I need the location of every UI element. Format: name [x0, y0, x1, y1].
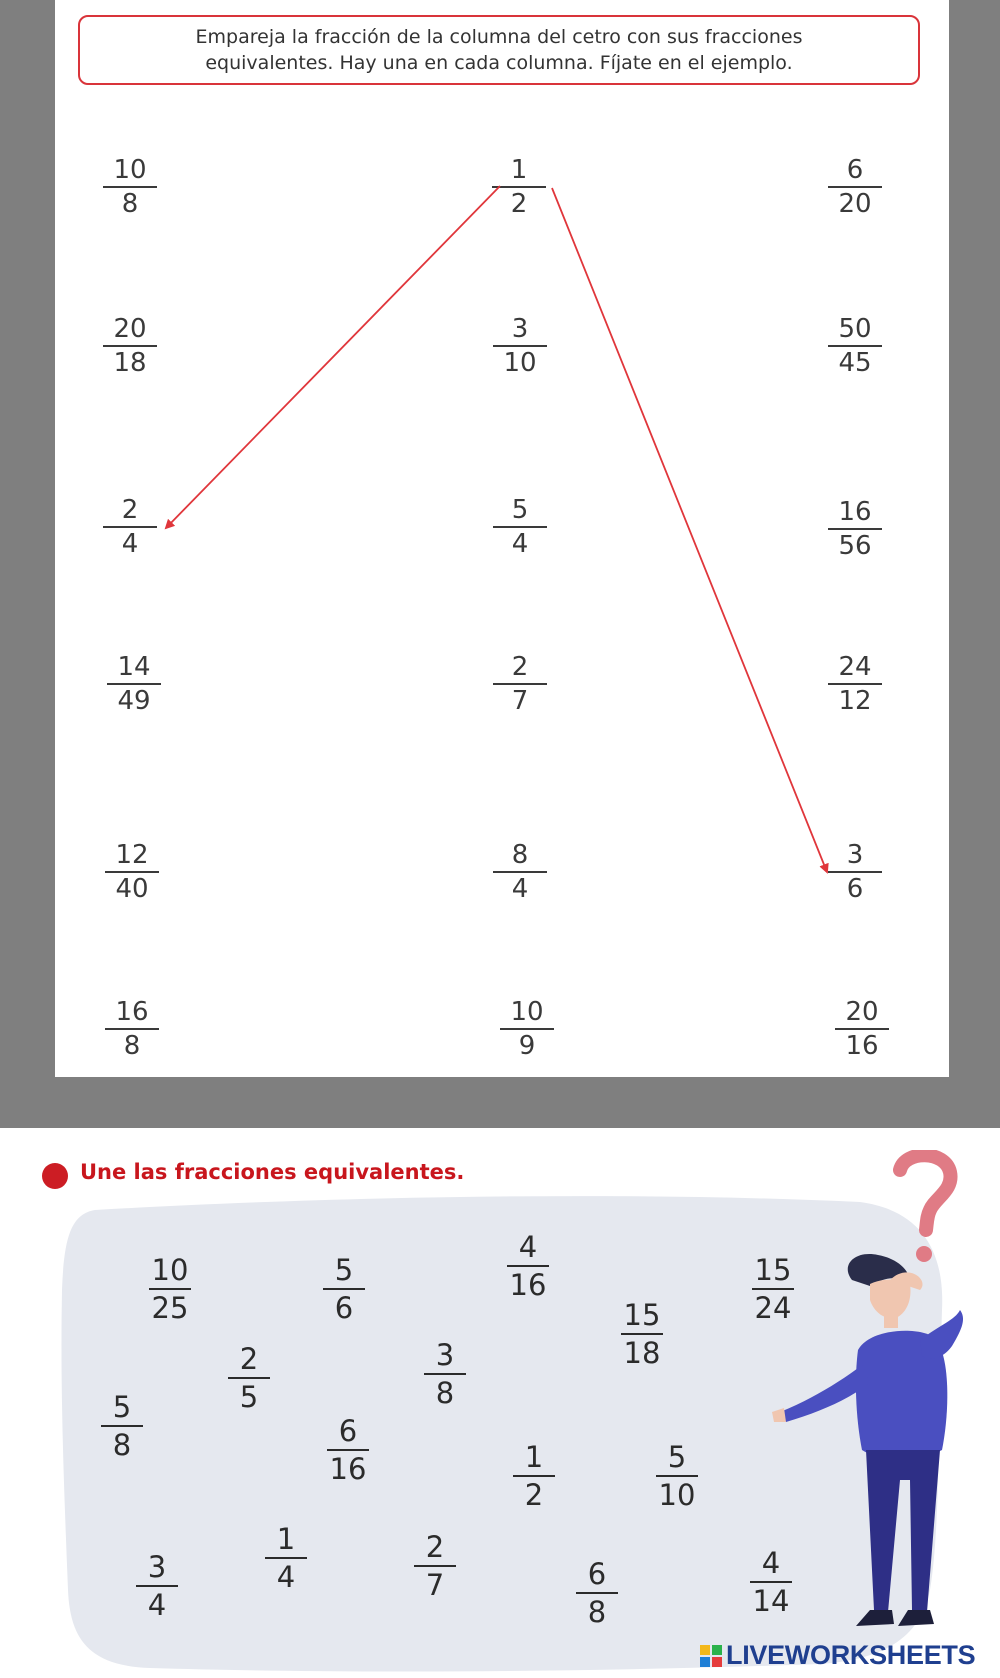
denominator: 4: [511, 529, 529, 559]
denominator: 5: [239, 1380, 259, 1414]
denominator: 14: [752, 1584, 790, 1618]
center-fraction-3[interactable]: [493, 495, 547, 559]
denominator: 4: [147, 1588, 167, 1622]
right-fraction-6[interactable]: [835, 997, 889, 1061]
denominator: 24: [754, 1291, 792, 1325]
exercise-fraction-13[interactable]: [414, 1530, 456, 1602]
denominator: 4: [121, 529, 139, 559]
denominator: 18: [623, 1336, 661, 1370]
numerator: 12: [115, 840, 149, 870]
exercise-fraction-8[interactable]: [101, 1390, 143, 1462]
denominator: 4: [276, 1560, 296, 1594]
denominator: 9: [518, 1031, 536, 1061]
numerator: 10: [151, 1253, 189, 1287]
denominator: 8: [587, 1595, 607, 1629]
denominator: 25: [151, 1291, 189, 1325]
exercise-fraction-9[interactable]: [327, 1414, 369, 1486]
exercise-fraction-6[interactable]: [228, 1342, 270, 1414]
center-fraction-2[interactable]: [493, 314, 547, 378]
numerator: 5: [112, 1390, 132, 1424]
exercise-fraction-11[interactable]: [656, 1440, 698, 1512]
exercise-fraction-7[interactable]: [424, 1338, 466, 1410]
center-fraction-5[interactable]: [493, 840, 547, 904]
left-fraction-3[interactable]: [103, 495, 157, 559]
denominator: 6: [846, 874, 864, 904]
denominator: 16: [845, 1031, 879, 1061]
denominator: 4: [511, 874, 529, 904]
exercise-fraction-10[interactable]: [513, 1440, 555, 1512]
exercise-fraction-1[interactable]: [149, 1253, 191, 1325]
numerator: 1: [276, 1522, 296, 1556]
denominator: 8: [123, 1031, 141, 1061]
numerator: 4: [761, 1546, 781, 1580]
numerator: 5: [511, 495, 529, 525]
numerator: 1: [510, 155, 528, 185]
numerator: 10: [113, 155, 147, 185]
numerator: 3: [511, 314, 529, 344]
left-fraction-4[interactable]: [107, 652, 161, 716]
denominator: 20: [838, 189, 872, 219]
denominator: 40: [115, 874, 149, 904]
numerator: 5: [667, 1440, 687, 1474]
exercise-fraction-15[interactable]: [576, 1557, 618, 1629]
denominator: 10: [503, 348, 537, 378]
denominator: 16: [329, 1452, 367, 1486]
numerator: 2: [121, 495, 139, 525]
instruction-line-2: equivalentes. Hay una en cada columna. Fíjate en el ejemplo.: [205, 52, 793, 74]
denominator: 56: [838, 531, 872, 561]
exercise-title: Une las fracciones equivalentes.: [80, 1160, 465, 1184]
numerator: 6: [587, 1557, 607, 1591]
denominator: 8: [435, 1376, 455, 1410]
question-mark-icon: [900, 1155, 951, 1230]
denominator: 18: [113, 348, 147, 378]
numerator: 5: [334, 1253, 354, 1287]
thinking-person-illustration: [770, 1150, 1000, 1678]
numerator: 3: [147, 1550, 167, 1584]
numerator: 4: [518, 1230, 538, 1264]
numerator: 10: [510, 997, 544, 1027]
numerator: 1: [524, 1440, 544, 1474]
denominator: 10: [658, 1478, 696, 1512]
center-fraction-1[interactable]: [492, 155, 546, 219]
right-fraction-1[interactable]: [828, 155, 882, 219]
numerator: 20: [113, 314, 147, 344]
denominator: 16: [509, 1268, 547, 1302]
numerator: 8: [511, 840, 529, 870]
numerator: 15: [623, 1298, 661, 1332]
numerator: 2: [425, 1530, 445, 1564]
right-fraction-4[interactable]: [828, 652, 882, 716]
center-fraction-6[interactable]: [500, 997, 554, 1061]
denominator: 6: [334, 1291, 354, 1325]
denominator: 45: [838, 348, 872, 378]
brand-name: LIVEWORKSHEETS: [726, 1640, 976, 1670]
numerator: 3: [846, 840, 864, 870]
right-fraction-5[interactable]: [828, 840, 882, 904]
numerator: 3: [435, 1338, 455, 1372]
numerator: 2: [239, 1342, 259, 1376]
denominator: 12: [838, 686, 872, 716]
numerator: 2: [511, 652, 529, 682]
numerator: 24: [838, 652, 872, 682]
denominator: 2: [524, 1478, 544, 1512]
numerator: 15: [754, 1253, 792, 1287]
numerator: 6: [338, 1414, 358, 1448]
exercise-fraction-2[interactable]: [323, 1253, 365, 1325]
numerator: 16: [838, 497, 872, 527]
left-fraction-5[interactable]: [105, 840, 159, 904]
denominator: 7: [425, 1568, 445, 1602]
denominator: 49: [117, 686, 151, 716]
numerator: 50: [838, 314, 872, 344]
instruction-box: [78, 15, 920, 85]
left-fraction-6[interactable]: [105, 997, 159, 1061]
liveworksheets-logo-icon: [700, 1645, 722, 1667]
numerator: 14: [117, 652, 151, 682]
numerator: 6: [846, 155, 864, 185]
liveworksheets-brand: [700, 1640, 975, 1671]
exercise-fraction-3[interactable]: [507, 1230, 549, 1302]
denominator: 2: [510, 189, 528, 219]
exercise-fraction-14[interactable]: [136, 1550, 178, 1622]
bullet-dot: [42, 1163, 68, 1189]
left-fraction-1[interactable]: [103, 155, 157, 219]
numerator: 20: [845, 997, 879, 1027]
exercise-fraction-12[interactable]: [265, 1522, 307, 1594]
left-fraction-2[interactable]: [103, 314, 157, 378]
denominator: 7: [511, 686, 529, 716]
exercise-fraction-4[interactable]: [621, 1298, 663, 1370]
center-fraction-4[interactable]: [493, 652, 547, 716]
denominator: 8: [121, 189, 139, 219]
right-fraction-2[interactable]: [828, 314, 882, 378]
numerator: 16: [115, 997, 149, 1027]
instruction-line-1: Empareja la fracción de la columna del cetro con sus fracciones: [195, 26, 803, 48]
denominator: 8: [112, 1428, 132, 1462]
right-fraction-3[interactable]: [828, 497, 882, 561]
